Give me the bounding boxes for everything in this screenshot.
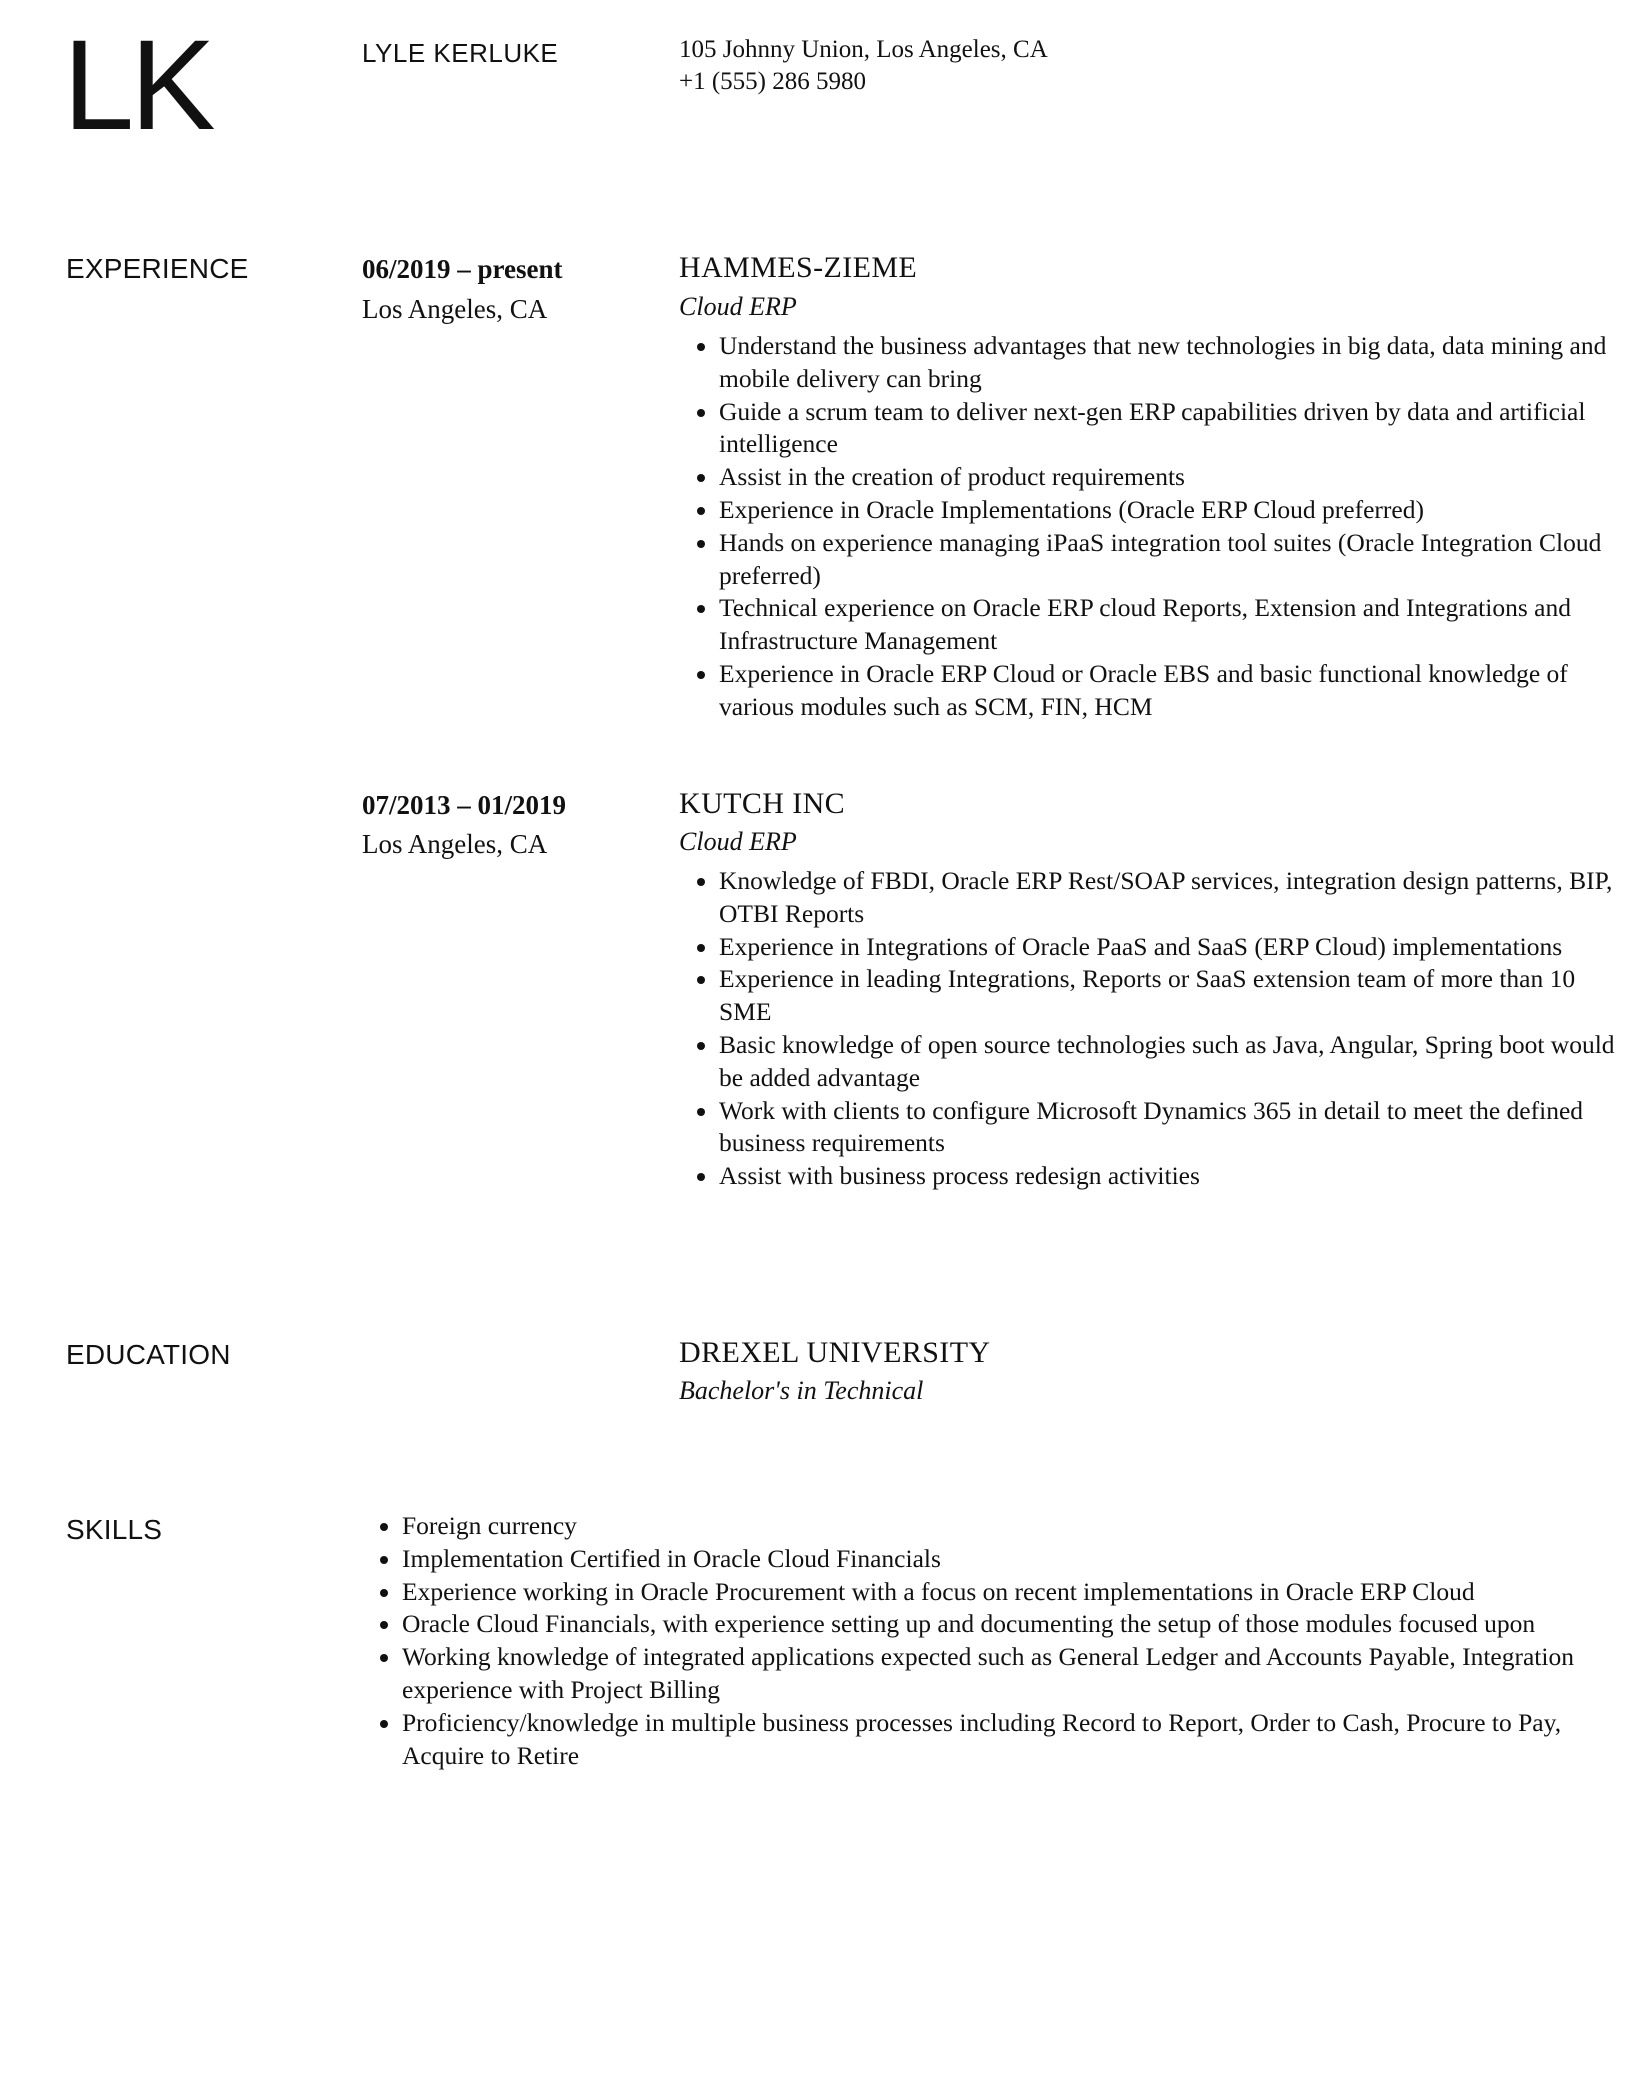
list-item: • Assist in the creation of product requirements [719, 461, 1619, 494]
list-item: • Assist with business process redesign activities [719, 1160, 1619, 1193]
initials-monogram: LK [63, 14, 212, 157]
job-bullets [679, 330, 1619, 724]
job-location: Los Angeles, CA [362, 829, 548, 859]
list-item: • Hands on experience managing iPaaS integration tool suites (Oracle Integration Cloud preferred) [719, 527, 1619, 593]
job-dates: 06/2019 – present [362, 254, 563, 284]
phone-number: +1 (555) 286 5980 [679, 68, 866, 95]
list-item: • Working knowledge of integrated applications expected such as General Ledger and Accounts Payable, Integration experience with Project Billing [402, 1641, 1622, 1707]
contact-block [679, 34, 1048, 98]
job-bullets [679, 865, 1619, 1193]
list-item: • Implementation Certified in Oracle Cloud Financials [402, 1543, 1622, 1576]
list-item: • Experience in Integrations of Oracle PaaS and SaaS (ERP Cloud) implementations [719, 931, 1619, 964]
job-location: Los Angeles, CA [362, 294, 548, 324]
company-name: HAMMES-ZIEME [679, 251, 918, 284]
section-heading-experience: EXPERIENCE [66, 253, 249, 284]
school-name: DREXEL UNIVERSITY [679, 1336, 991, 1369]
list-item: • Experience in leading Integrations, Reports or SaaS extension team of more than 10 SME [719, 963, 1619, 1029]
section-heading-skills: SKILLS [66, 1514, 163, 1545]
list-item: • Basic knowledge of open source technologies such as Java, Angular, Spring boot would be added advantage [719, 1029, 1619, 1095]
list-item: • Knowledge of FBDI, Oracle ERP Rest/SOAP services, integration design patterns, BIP, OTBI Reports [719, 865, 1619, 931]
list-item: • Experience working in Oracle Procurement with a focus on recent implementations in Oracle ERP Cloud [402, 1576, 1622, 1609]
list-item: • Experience in Oracle Implementations (Oracle ERP Cloud preferred) [719, 494, 1619, 527]
skills-list [362, 1510, 1622, 1772]
job-title: Cloud ERP [679, 292, 797, 321]
list-item: • Experience in Oracle ERP Cloud or Oracle EBS and basic functional knowledge of various modules such as SCM, FIN, HCM [719, 658, 1619, 724]
degree: Bachelor's in Technical [679, 1376, 924, 1405]
list-item: • Foreign currency [402, 1510, 1622, 1543]
job-dates: 07/2013 – 01/2019 [362, 790, 567, 820]
list-item: • Oracle Cloud Financials, with experience setting up and documenting the setup of those modules focused upon [402, 1608, 1622, 1641]
list-item: • Proficiency/knowledge in multiple business processes including Record to Report, Order to Cash, Procure to Pay, Acquire to Retire [402, 1707, 1622, 1773]
list-item: • Guide a scrum team to deliver next-gen ERP capabilities driven by data and artificial intelligence [719, 396, 1619, 462]
job-title: Cloud ERP [679, 827, 797, 856]
list-item: • Work with clients to configure Microsoft Dynamics 365 in detail to meet the defined business requirements [719, 1095, 1619, 1161]
address: 105 Johnny Union, Los Angeles, CA [679, 36, 1048, 63]
list-item: • Understand the business advantages that new technologies in big data, data mining and mobile delivery can bring [719, 330, 1619, 396]
section-heading-education: EDUCATION [66, 1339, 231, 1370]
list-item: • Technical experience on Oracle ERP cloud Reports, Extension and Integrations and Infrastructure Management [719, 592, 1619, 658]
candidate-name: LYLE KERLUKE [362, 38, 559, 68]
company-name: KUTCH INC [679, 787, 846, 820]
